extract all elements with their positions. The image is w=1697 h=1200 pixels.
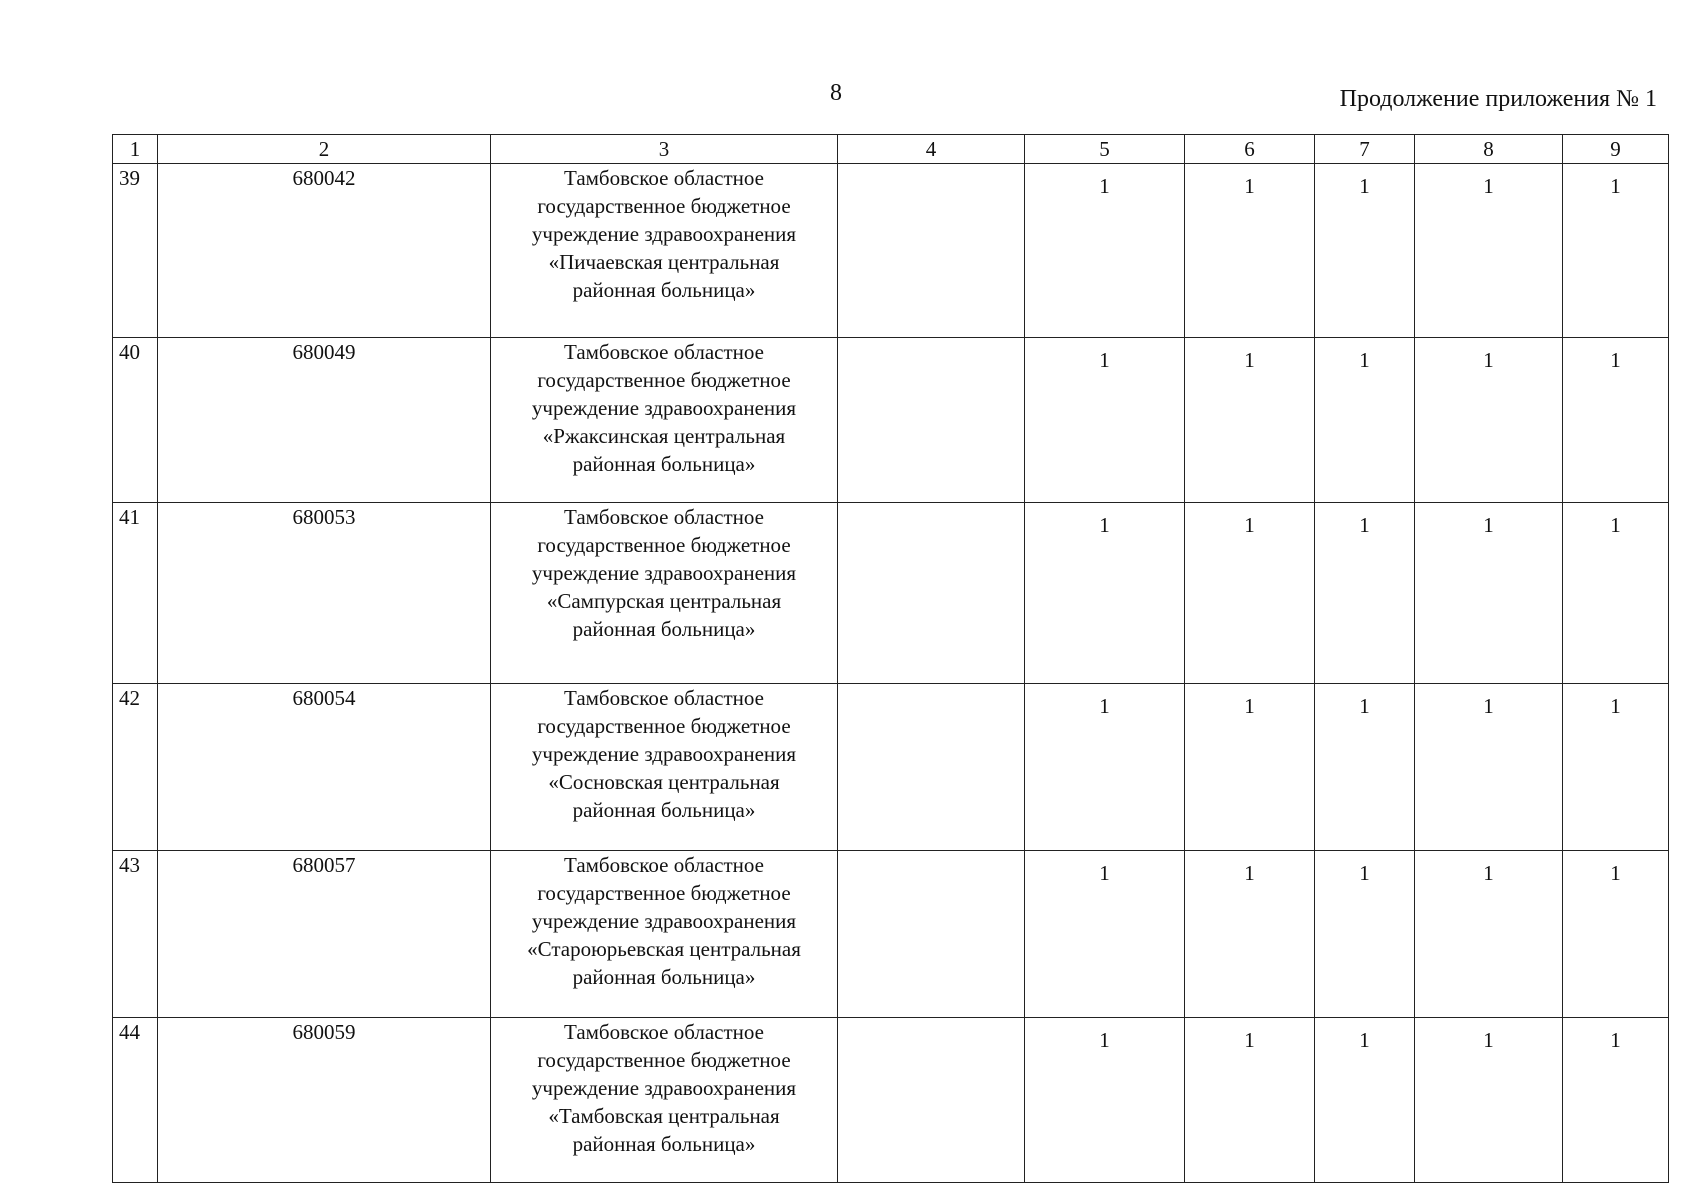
org-name bbox=[491, 851, 838, 1018]
column-8-value: 1 bbox=[1415, 1018, 1563, 1183]
column-4-cell bbox=[838, 1018, 1025, 1183]
column-header-2: 2 bbox=[158, 135, 491, 164]
org-name bbox=[491, 503, 838, 684]
org-name-line: государственное бюджетное bbox=[537, 881, 791, 905]
column-9-value: 1 bbox=[1563, 1018, 1669, 1183]
table-row bbox=[113, 851, 1669, 1018]
column-4-cell bbox=[838, 164, 1025, 338]
column-9-value: 1 bbox=[1563, 503, 1669, 684]
org-code: 680042 bbox=[158, 164, 491, 338]
org-name-line: учреждение здравоохранения bbox=[531, 909, 797, 933]
column-6-value: 1 bbox=[1185, 164, 1315, 338]
column-5-value: 1 bbox=[1025, 684, 1185, 851]
org-name-line: «Староюрьевская центральная bbox=[527, 937, 801, 961]
org-name-line: районная больница» bbox=[572, 617, 756, 641]
org-name-line: учреждение здравоохранения bbox=[531, 396, 797, 420]
org-name bbox=[491, 1018, 838, 1183]
org-name-line: государственное бюджетное bbox=[537, 194, 791, 218]
column-9-value: 1 bbox=[1563, 338, 1669, 503]
column-7-value: 1 bbox=[1315, 684, 1415, 851]
column-5-value: 1 bbox=[1025, 1018, 1185, 1183]
column-header-7: 7 bbox=[1315, 135, 1415, 164]
column-header-6: 6 bbox=[1185, 135, 1315, 164]
table-row bbox=[113, 338, 1669, 503]
org-name-line: «Тамбовская центральная bbox=[548, 1104, 780, 1128]
column-8-value: 1 bbox=[1415, 684, 1563, 851]
org-name-line: Тамбовское областное bbox=[564, 340, 764, 364]
column-header-8: 8 bbox=[1415, 135, 1563, 164]
column-6-value: 1 bbox=[1185, 503, 1315, 684]
column-5-value: 1 bbox=[1025, 338, 1185, 503]
page-number: 8 bbox=[830, 80, 842, 106]
org-name-line: «Сампурская центральная bbox=[546, 589, 782, 613]
row-number: 42 bbox=[113, 684, 158, 851]
column-header-9: 9 bbox=[1563, 135, 1669, 164]
org-name-line: «Сосновская центральная bbox=[548, 770, 780, 794]
org-name-line: районная больница» bbox=[572, 798, 756, 822]
org-code: 680049 bbox=[158, 338, 491, 503]
column-4-cell bbox=[838, 684, 1025, 851]
column-9-value: 1 bbox=[1563, 684, 1669, 851]
column-9-value: 1 bbox=[1563, 164, 1669, 338]
org-name-line: Тамбовское областное bbox=[564, 166, 764, 190]
org-name-line: государственное бюджетное bbox=[537, 714, 791, 738]
row-number: 41 bbox=[113, 503, 158, 684]
org-name-line: государственное бюджетное bbox=[537, 368, 791, 392]
column-7-value: 1 bbox=[1315, 338, 1415, 503]
org-name-line: учреждение здравоохранения bbox=[531, 742, 797, 766]
org-name-line: «Пичаевская центральная bbox=[548, 250, 780, 274]
table-row bbox=[113, 684, 1669, 851]
row-number: 43 bbox=[113, 851, 158, 1018]
column-9-value: 1 bbox=[1563, 851, 1669, 1018]
column-header-4: 4 bbox=[838, 135, 1025, 164]
column-5-value: 1 bbox=[1025, 164, 1185, 338]
column-7-value: 1 bbox=[1315, 851, 1415, 1018]
table-row bbox=[113, 1018, 1669, 1183]
column-header-3: 3 bbox=[491, 135, 838, 164]
column-8-value: 1 bbox=[1415, 338, 1563, 503]
column-8-value: 1 bbox=[1415, 851, 1563, 1018]
org-name-line: Тамбовское областное bbox=[564, 686, 764, 710]
org-name-line: государственное бюджетное bbox=[537, 533, 791, 557]
column-7-value: 1 bbox=[1315, 164, 1415, 338]
org-code: 680057 bbox=[158, 851, 491, 1018]
org-code: 680054 bbox=[158, 684, 491, 851]
org-code: 680053 bbox=[158, 503, 491, 684]
column-4-cell bbox=[838, 503, 1025, 684]
org-name bbox=[491, 684, 838, 851]
column-6-value: 1 bbox=[1185, 684, 1315, 851]
org-name-line: районная больница» bbox=[572, 278, 756, 302]
org-name-line: государственное бюджетное bbox=[537, 1048, 791, 1072]
column-6-value: 1 bbox=[1185, 1018, 1315, 1183]
column-7-value: 1 bbox=[1315, 1018, 1415, 1183]
org-code: 680059 bbox=[158, 1018, 491, 1183]
org-name-line: учреждение здравоохранения bbox=[531, 561, 797, 585]
column-6-value: 1 bbox=[1185, 338, 1315, 503]
org-name bbox=[491, 338, 838, 503]
column-header-5: 5 bbox=[1025, 135, 1185, 164]
org-name-line: Тамбовское областное bbox=[564, 853, 764, 877]
org-name-line: учреждение здравоохранения bbox=[531, 1076, 797, 1100]
row-number: 39 bbox=[113, 164, 158, 338]
appendix-continuation-note: Продолжение приложения № 1 bbox=[1339, 86, 1657, 112]
org-name-line: учреждение здравоохранения bbox=[531, 222, 797, 246]
column-5-value: 1 bbox=[1025, 503, 1185, 684]
row-number: 40 bbox=[113, 338, 158, 503]
column-header-1: 1 bbox=[113, 135, 158, 164]
column-8-value: 1 bbox=[1415, 164, 1563, 338]
column-8-value: 1 bbox=[1415, 503, 1563, 684]
org-name-line: районная больница» bbox=[572, 1132, 756, 1156]
column-4-cell bbox=[838, 851, 1025, 1018]
column-5-value: 1 bbox=[1025, 851, 1185, 1018]
org-name-line: районная больница» bbox=[572, 965, 756, 989]
row-number: 44 bbox=[113, 1018, 158, 1183]
org-name-line: «Ржаксинская центральная bbox=[542, 424, 786, 448]
column-7-value: 1 bbox=[1315, 503, 1415, 684]
org-name-line: Тамбовское областное bbox=[564, 505, 764, 529]
table-row bbox=[113, 164, 1669, 338]
table-row bbox=[113, 503, 1669, 684]
column-4-cell bbox=[838, 338, 1025, 503]
org-name bbox=[491, 164, 838, 338]
table-header-row bbox=[113, 135, 1669, 164]
appendix-table bbox=[112, 134, 1669, 1183]
column-6-value: 1 bbox=[1185, 851, 1315, 1018]
org-name-line: районная больница» bbox=[572, 452, 756, 476]
org-name-line: Тамбовское областное bbox=[564, 1020, 764, 1044]
